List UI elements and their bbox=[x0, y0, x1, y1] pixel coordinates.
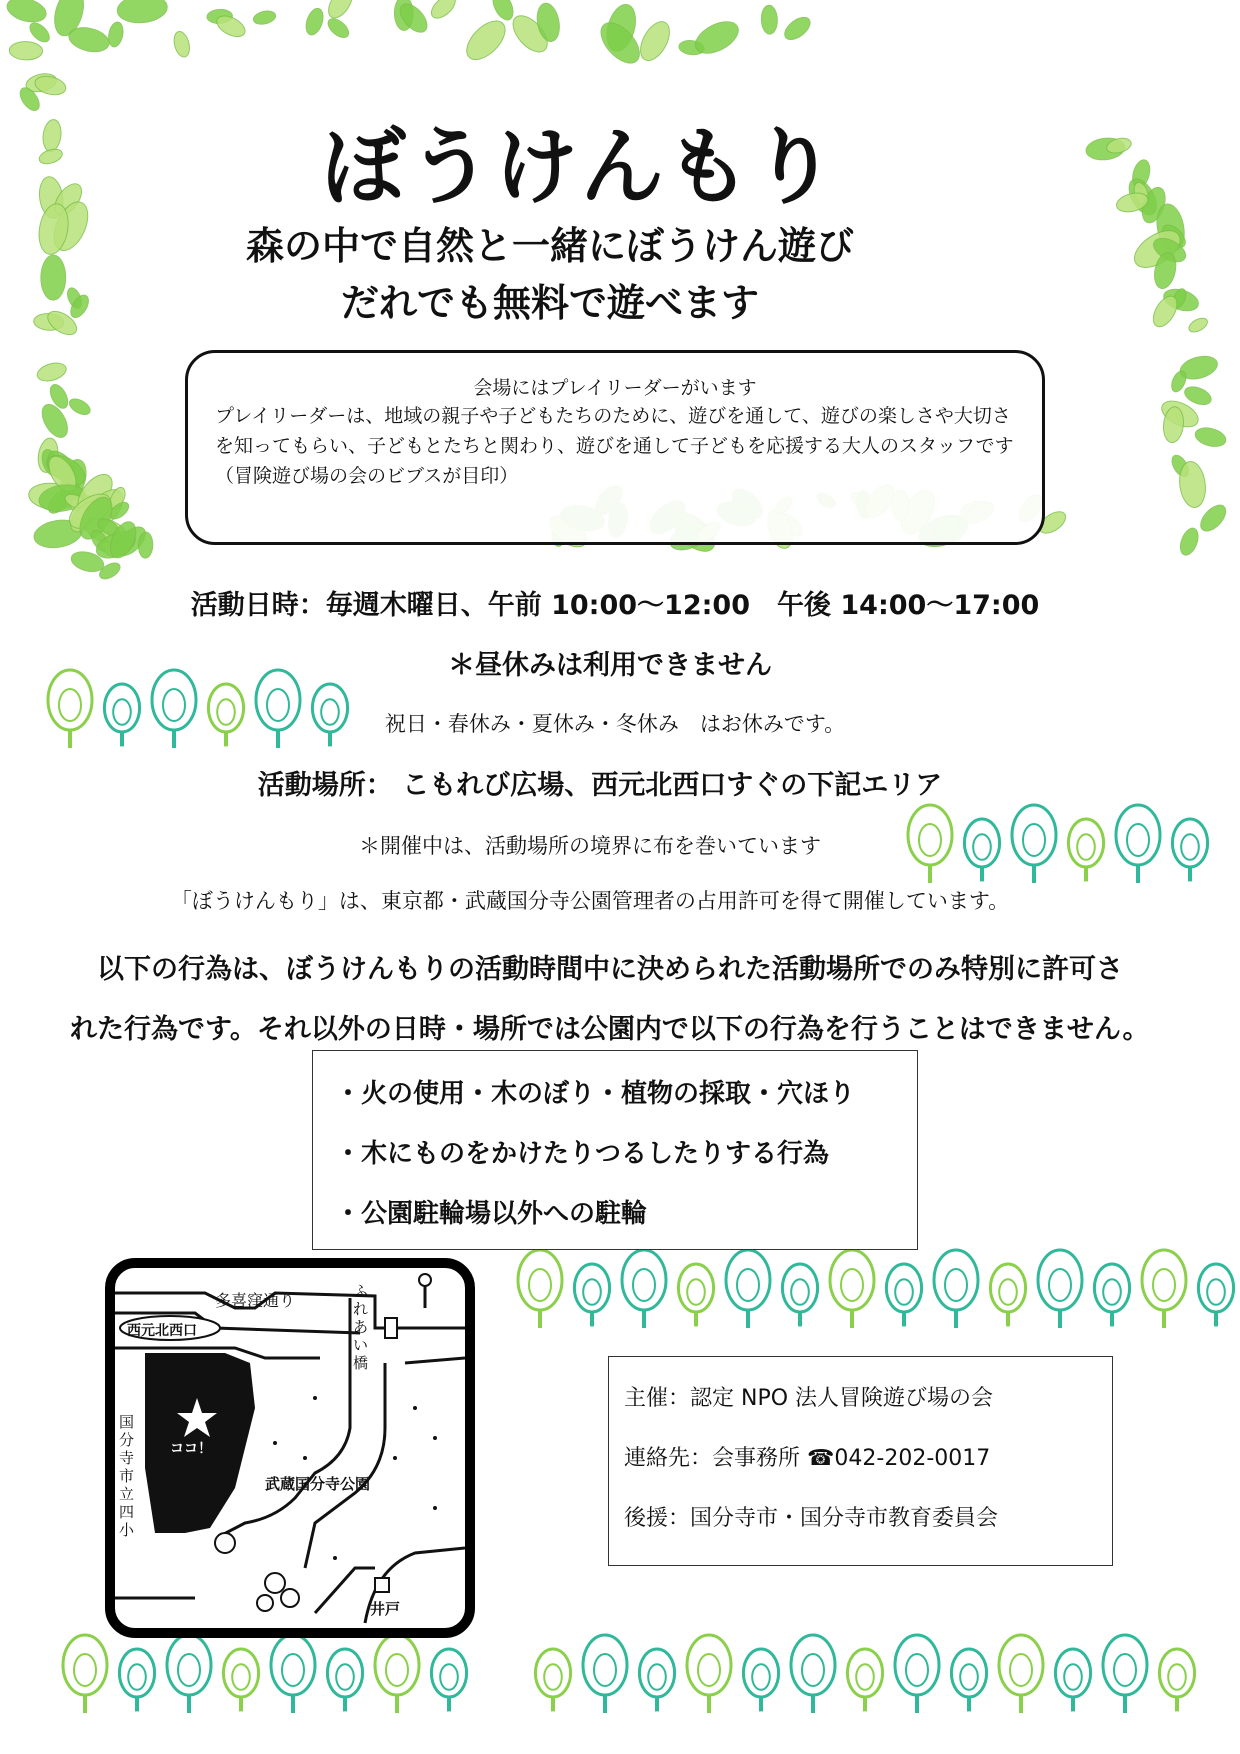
tree bbox=[223, 1649, 258, 1711]
tree bbox=[375, 1635, 419, 1713]
tree bbox=[1103, 1635, 1147, 1713]
organizer-contact: 連絡先：会事務所 ☎042-202-0017 bbox=[624, 1446, 991, 1471]
rules-intro-line-2: れた行為です。それ以外の日時・場所では公園内で以下の行為を行うことはできません。 bbox=[70, 1014, 1150, 1045]
tree bbox=[1038, 1250, 1082, 1328]
tree bbox=[622, 1250, 666, 1328]
play-leader-box bbox=[185, 350, 1045, 545]
tree bbox=[990, 1264, 1025, 1326]
tree bbox=[687, 1635, 731, 1713]
tree bbox=[999, 1635, 1043, 1713]
tree bbox=[119, 1649, 154, 1711]
map-gate-label: 西元北西口 bbox=[127, 1323, 197, 1339]
boundary-note: ＊開催中は、活動場所の境界に布を巻いています bbox=[359, 834, 821, 858]
rule-item: ・公園駐輪場以外への駐輪 bbox=[335, 1199, 648, 1229]
tree bbox=[1198, 1264, 1233, 1326]
tree bbox=[895, 1635, 939, 1713]
organizer-support: 後援：国分寺市・国分寺市教育委員会 bbox=[624, 1506, 999, 1531]
page-title: ぼうけんもり bbox=[321, 118, 838, 216]
tree bbox=[48, 670, 92, 748]
permit-note: 「ぼうけんもり」は、東京都・武蔵国分寺公園管理者の占用許可を得て開催しています。 bbox=[170, 889, 1010, 913]
tree bbox=[726, 1250, 770, 1328]
map-here-label: ココ！ bbox=[170, 1441, 212, 1457]
rules-box bbox=[312, 1050, 918, 1250]
tree bbox=[431, 1649, 466, 1711]
lunch-note: ＊昼休みは利用できません bbox=[448, 650, 772, 681]
rules-intro-paragraph bbox=[70, 940, 1180, 1060]
tree bbox=[1116, 805, 1160, 883]
rule-item: ・木にものをかけたりつるしたりする行為 bbox=[335, 1139, 830, 1169]
tree bbox=[847, 1649, 882, 1711]
activity-place: 活動場所： こもれび広場、西元北西口すぐの下記エリア bbox=[257, 770, 943, 801]
tree bbox=[167, 1635, 211, 1713]
tree bbox=[791, 1635, 835, 1713]
tree bbox=[639, 1649, 674, 1711]
subtitle-line-1: 森の中で自然と一緒にぼうけん遊び bbox=[245, 224, 854, 268]
tree bbox=[327, 1649, 362, 1711]
holiday-note: 祝日・春休み・夏休み・冬休み はお休みです。 bbox=[384, 712, 846, 736]
map-school-label: 国分寺市立四小 bbox=[119, 1413, 135, 1539]
tree bbox=[1055, 1649, 1090, 1711]
activity-schedule: 活動日時：毎週木曜日、午前 10:00～12:00 午後 14:00～17:00 bbox=[190, 590, 1040, 621]
map-road-label: 多喜窪通り bbox=[215, 1291, 296, 1310]
tree bbox=[1094, 1264, 1129, 1326]
organizer-box bbox=[608, 1356, 1113, 1566]
tree bbox=[678, 1264, 713, 1326]
tree bbox=[886, 1264, 921, 1326]
play-leader-heading: 会場にはプレイリーダーがいます bbox=[473, 377, 757, 399]
tree bbox=[271, 1635, 315, 1713]
map-bridge-label: ふれあい橋 bbox=[353, 1282, 369, 1372]
tree bbox=[743, 1649, 778, 1711]
subtitle-line-2: だれでも無料で遊べます bbox=[340, 281, 759, 325]
tree bbox=[63, 1635, 107, 1713]
map-well-label: 井戸 bbox=[370, 1600, 401, 1618]
area-map bbox=[105, 1258, 475, 1638]
map-park-label: 武蔵国分寺公園 bbox=[265, 1475, 371, 1493]
play-leader-description: プレイリーダーは、地域の親子や子どもたちのために、遊びを通して、遊びの楽しさや大切さを知ってもらい、子どもとたちと関わり、遊びを通して子どもを応援する大人のスタッフです（冒険遊び場の会のビブスが目印） bbox=[215, 405, 1014, 487]
organizer-host: 主催：認定 NPO 法人冒険遊び場の会 bbox=[624, 1386, 994, 1411]
rule-item: ・火の使用・木のぼり・植物の採取・穴ほり bbox=[335, 1079, 856, 1109]
tree bbox=[535, 1649, 570, 1711]
tree bbox=[1172, 819, 1207, 881]
tree bbox=[934, 1250, 978, 1328]
tree bbox=[583, 1635, 627, 1713]
tree bbox=[518, 1250, 562, 1328]
rules-intro-line-1: 以下の行為は、ぼうけんもりの活動時間中に決められた活動場所でのみ特別に許可さ bbox=[70, 954, 1123, 985]
tree bbox=[574, 1264, 609, 1326]
tree bbox=[951, 1649, 986, 1711]
tree bbox=[782, 1264, 817, 1326]
tree bbox=[1142, 1250, 1186, 1328]
tree bbox=[830, 1250, 874, 1328]
tree bbox=[1159, 1649, 1194, 1711]
